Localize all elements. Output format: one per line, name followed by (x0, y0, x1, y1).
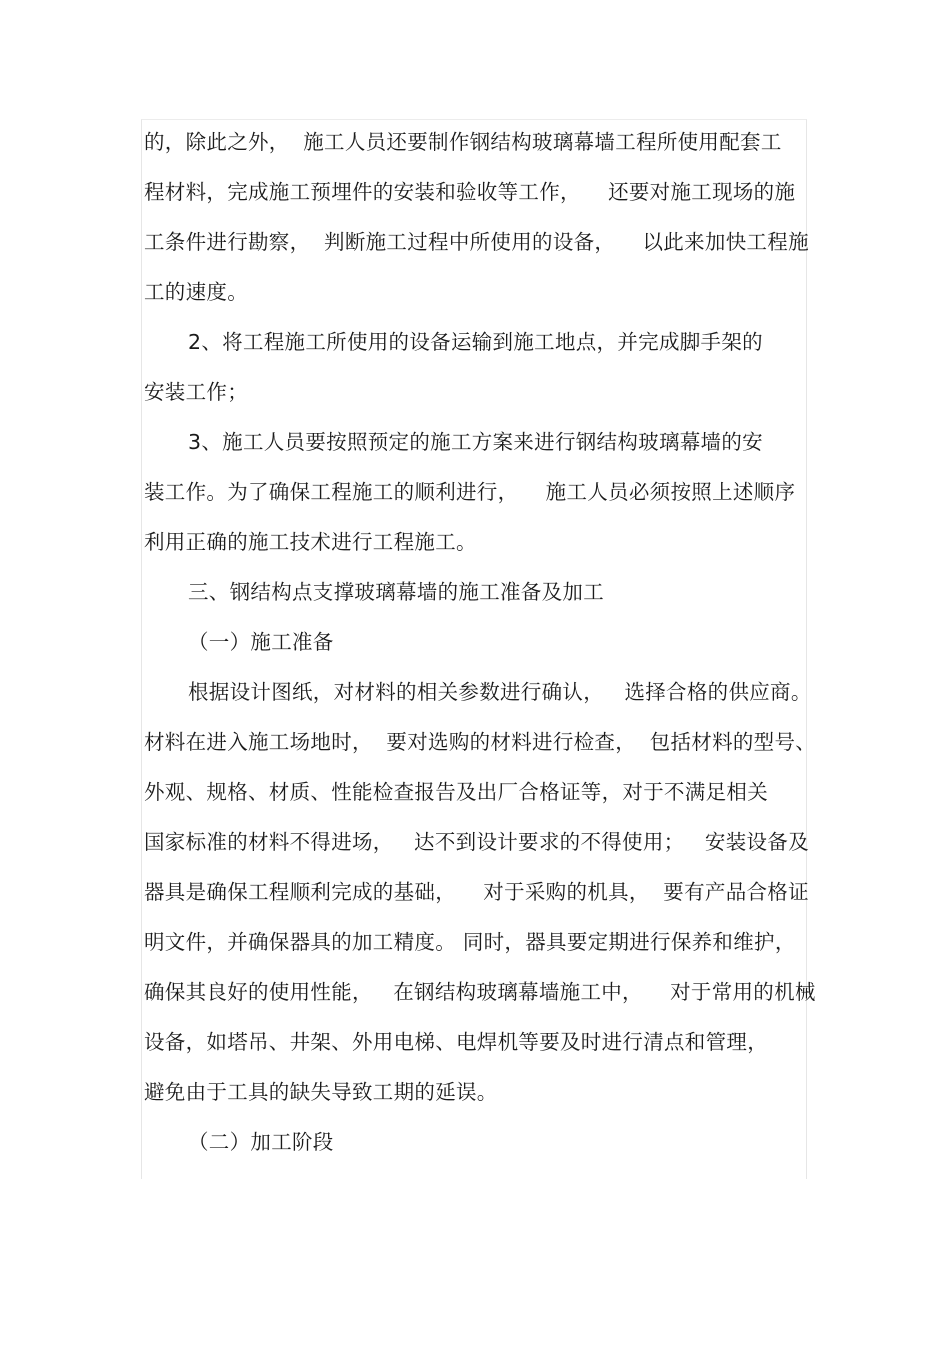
text-line: 器具是确保工程顺利完成的基础， 对于采购的机具， 要有产品合格证 (144, 880, 809, 904)
text-line: 程材料，完成施工预埋件的安装和验收等工作， 还要对施工现场的施 (144, 180, 796, 204)
text-line: 安装工作； (144, 380, 248, 404)
section-heading: 三、钢结构点支撑玻璃幕墙的施工准备及加工 (188, 580, 604, 604)
text-line: 3、施工人员要按照预定的施工方案来进行钢结构玻璃幕墙的安 (188, 430, 763, 454)
text-line: 利用正确的施工技术进行工程施工。 (144, 530, 477, 554)
text-line: 设备，如塔吊、井架、外用电梯、电焊机等要及时进行清点和管理， (144, 1030, 768, 1054)
text-line: 根据设计图纸，对材料的相关参数进行确认， 选择合格的供应商。 (188, 680, 812, 704)
text-line: 工的速度。 (144, 280, 248, 304)
text-line: 的，除此之外， 施工人员还要制作钢结构玻璃幕墙工程所使用配套工 (144, 130, 782, 154)
text-line: 外观、规格、材质、性能检查报告及出厂合格证等，对于不满足相关 (144, 780, 768, 804)
subsection-heading: （二）加工阶段 (188, 1130, 334, 1154)
text-line: 明文件，并确保器具的加工精度。 同时，器具要定期进行保养和维护， (144, 930, 796, 954)
text-line: 避免由于工具的缺失导致工期的延误。 (144, 1080, 498, 1104)
text-line: 装工作。为了确保工程施工的顺利进行， 施工人员必须按照上述顺序 (144, 480, 796, 504)
text-line: 材料在进入施工场地时， 要对选购的材料进行检查， 包括材料的型号、 (144, 730, 817, 754)
text-line: 工条件进行勘察， 判断施工过程中所使用的设备， 以此来加快工程施 (144, 230, 809, 254)
text-line: 2、将工程施工所使用的设备运输到施工地点，并完成脚手架的 (188, 330, 763, 354)
text-line: 国家标准的材料不得进场， 达不到设计要求的不得使用； 安装设备及 (144, 830, 809, 854)
text-line: 确保其良好的使用性能， 在钢结构玻璃幕墙施工中， 对于常用的机械 (144, 980, 816, 1004)
subsection-heading: （一）施工准备 (188, 630, 334, 654)
